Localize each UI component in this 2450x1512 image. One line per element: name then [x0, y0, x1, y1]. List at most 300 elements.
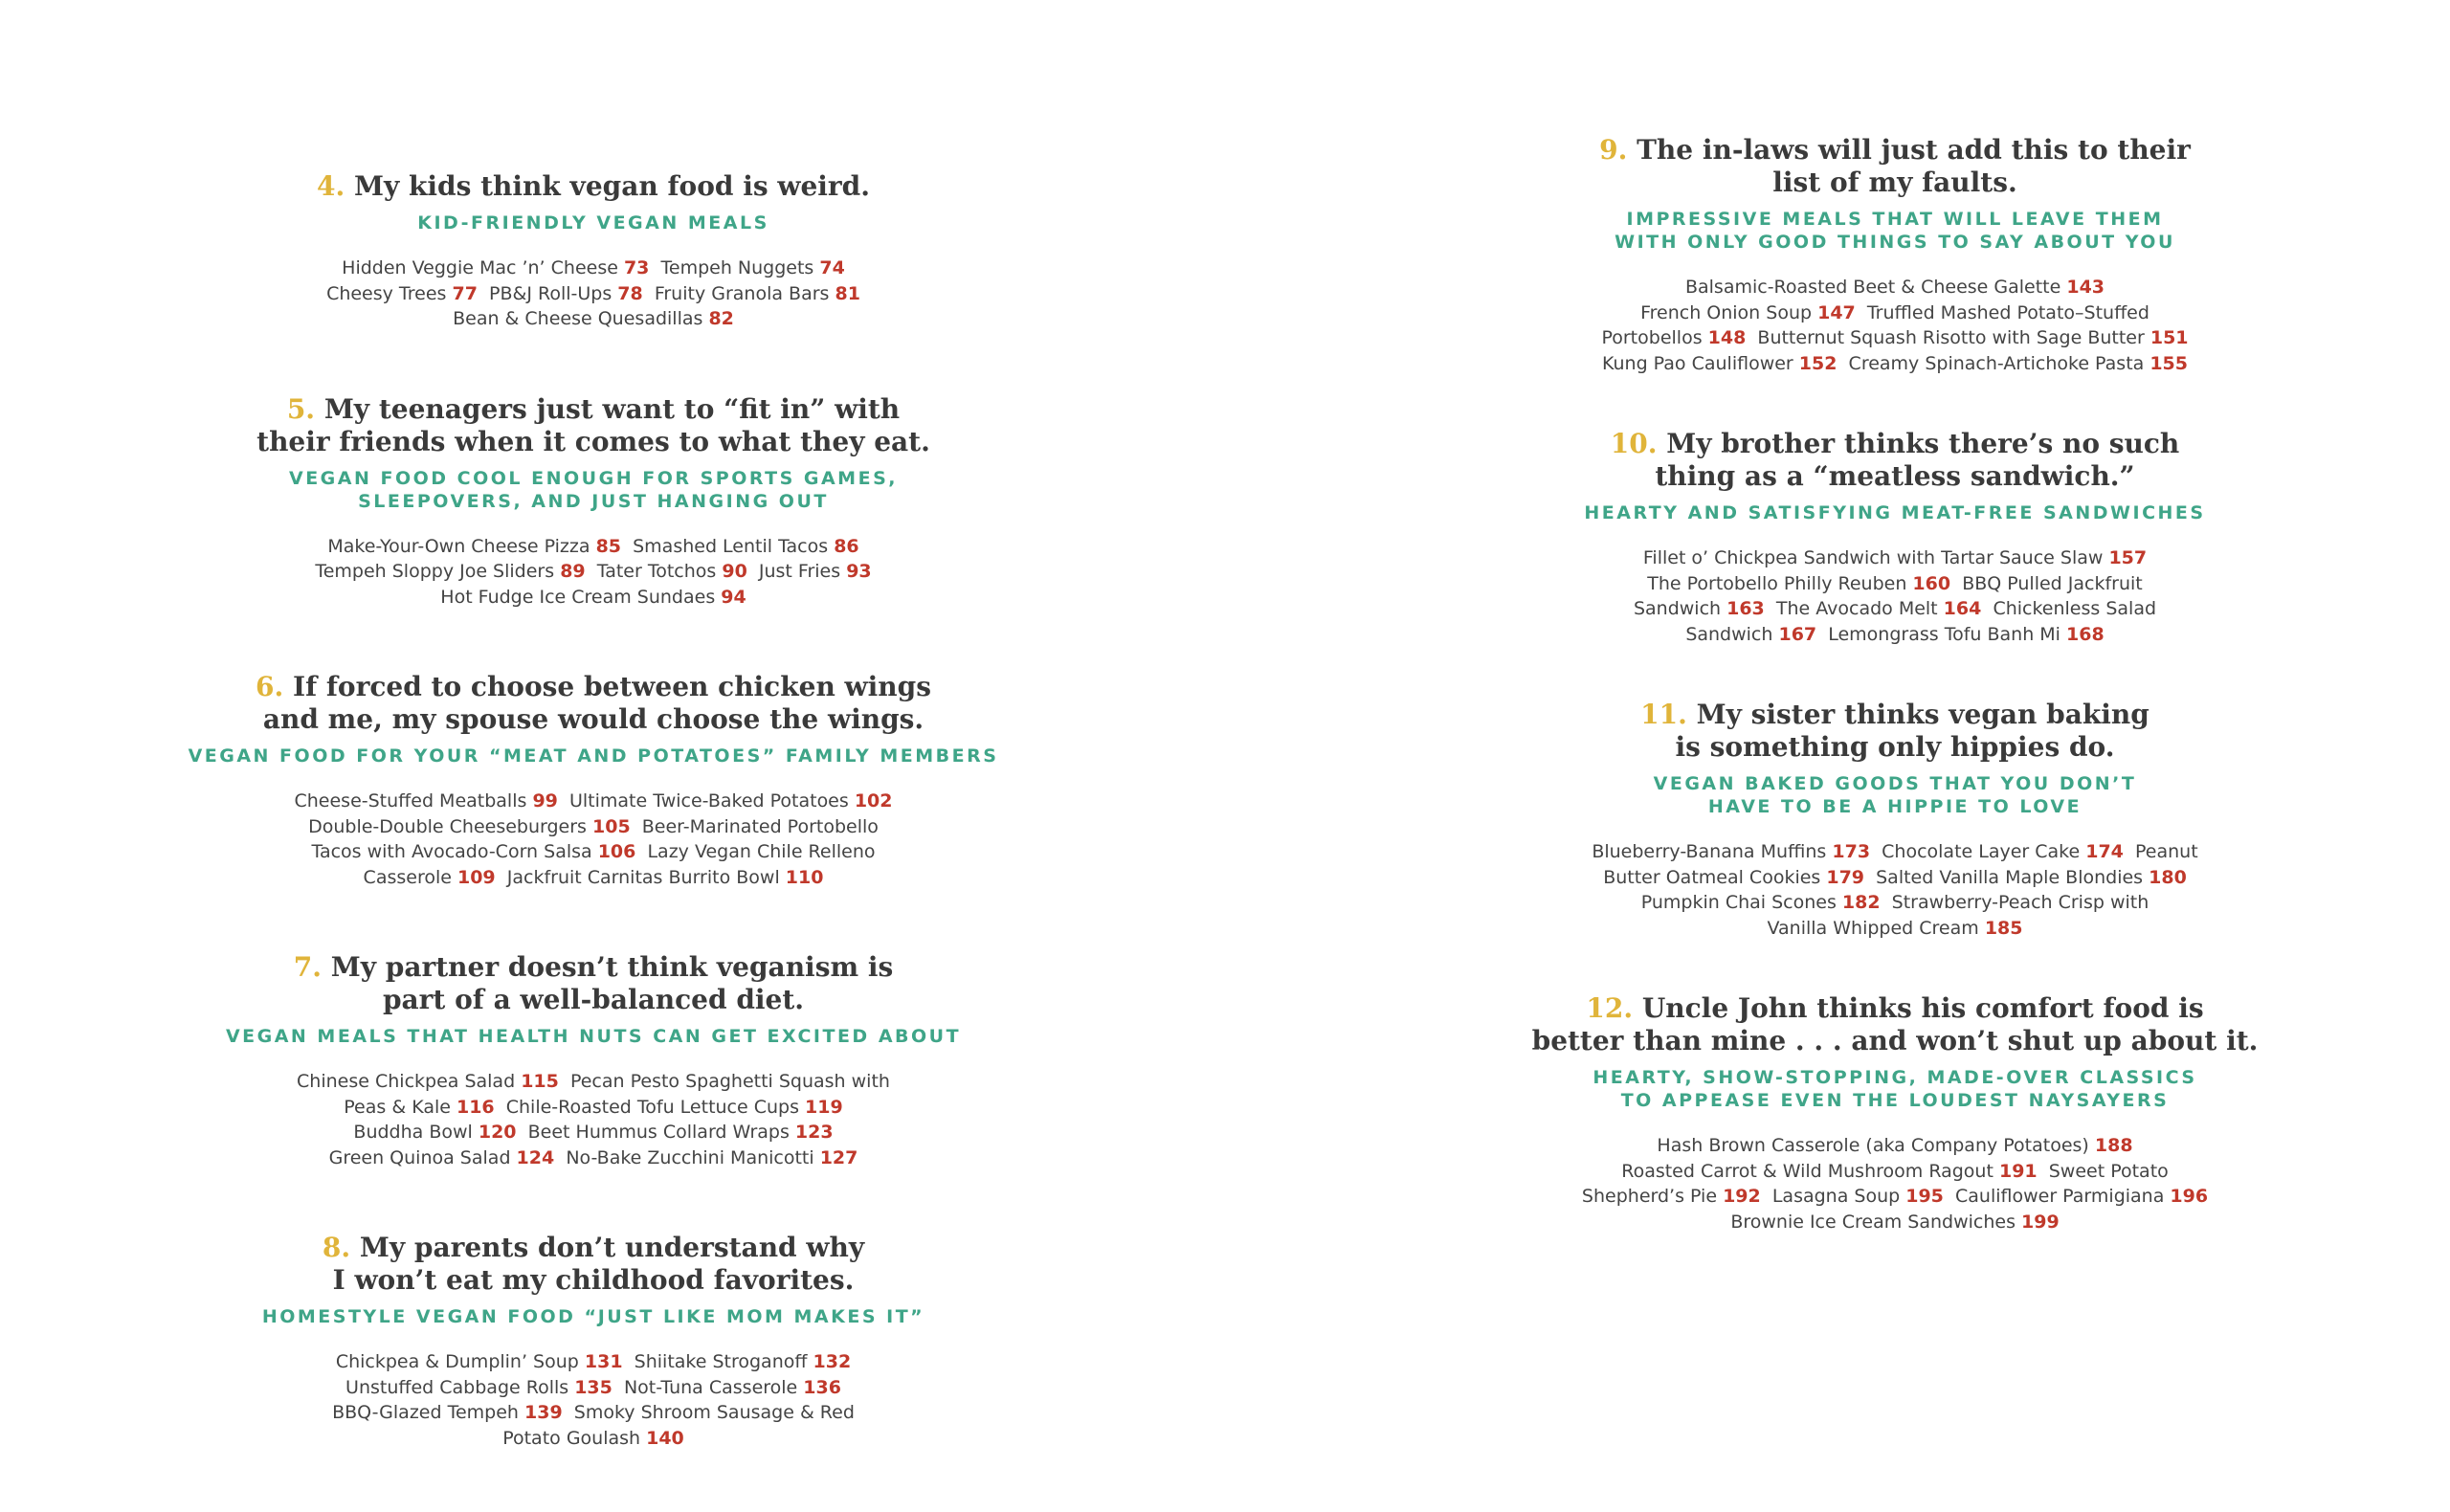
- recipe-page-number: 115: [521, 1071, 559, 1092]
- recipe-page-number: 105: [592, 815, 631, 837]
- recipe-line: [1416, 916, 2373, 942]
- recipe-page-number: 143: [2066, 277, 2105, 298]
- chapter-title-line: [1416, 134, 2373, 167]
- recipe-list: [153, 534, 1034, 611]
- chapter-subtitle-line: IMPRESSIVE MEALS THAT WILL LEAVE THEM: [1626, 209, 2164, 230]
- recipe-entry: [345, 1377, 612, 1398]
- recipe-line: [1416, 839, 2373, 865]
- chapter-title-text: their friends when it comes to what they eat.: [256, 425, 930, 457]
- chapter-title-text: and me, my spouse would choose the wings.: [262, 703, 924, 735]
- chapter-section: [153, 393, 1034, 611]
- chapter-section: [1416, 992, 2373, 1234]
- recipe-entry: [1602, 353, 1837, 374]
- recipe-name: Beet Hummus Collard Wraps: [527, 1122, 795, 1143]
- recipe-entry: [1776, 598, 1981, 619]
- recipe-name: Butternut Squash Risotto with Sage Butter: [1757, 327, 2150, 348]
- recipe-page-number: 163: [1726, 598, 1765, 619]
- recipe-name: Brownie Ice Cream Sandwiches: [1730, 1211, 2022, 1233]
- recipe-page-number: 120: [478, 1122, 517, 1143]
- recipe-entry: [1955, 1186, 2208, 1207]
- recipe-page-number: 179: [1826, 866, 1865, 888]
- recipe-page-number: 185: [1984, 917, 2023, 939]
- chapter-title: [1416, 699, 2373, 764]
- chapter-title: [153, 1232, 1034, 1297]
- recipe-line: [1416, 275, 2373, 300]
- recipe-page-number: 86: [834, 535, 859, 557]
- recipe-page-number: 139: [524, 1402, 563, 1423]
- recipe-entry: [1634, 598, 1765, 619]
- recipe-entry: [311, 841, 635, 862]
- recipe-list: [153, 1069, 1034, 1170]
- recipe-entry: [1993, 598, 2156, 619]
- recipe-name: Double-Double Cheeseburgers: [308, 815, 592, 837]
- chapter-section: [153, 951, 1034, 1170]
- chapter-title-line: [153, 703, 1034, 736]
- recipe-page-number: 102: [854, 790, 893, 812]
- recipe-line: [153, 256, 1034, 281]
- chapter-title-text: is something only hippies do.: [1675, 731, 2115, 763]
- recipe-page-number: 124: [516, 1146, 555, 1168]
- recipe-list: [1416, 275, 2373, 376]
- recipe-line: [153, 1349, 1034, 1375]
- recipe-entry: [1768, 918, 2023, 939]
- recipe-entry: [1876, 867, 2187, 888]
- recipe-name: Bean & Cheese Quesadillas: [453, 308, 709, 329]
- recipe-name: Vanilla Whipped Cream: [1767, 917, 1985, 939]
- recipe-name: Tempeh Sloppy Joe Sliders: [315, 561, 561, 582]
- recipe-page-number: 93: [846, 561, 872, 582]
- chapter-title-line: [153, 426, 1034, 458]
- recipe-name: Sandwich: [1633, 598, 1727, 619]
- recipe-entry: [2135, 841, 2198, 862]
- chapter-title-text: My parents don’t understand why: [359, 1232, 865, 1263]
- recipe-page-number: 132: [813, 1351, 852, 1372]
- recipe-entry: [502, 1428, 684, 1449]
- recipe-name: Fillet o’ Chickpea Sandwich with Tartar Sauce Slaw: [1642, 547, 2109, 568]
- chapter-title-text: better than mine . . . and won’t shut up about it.: [1531, 1025, 2259, 1056]
- chapter-title: [1416, 134, 2373, 199]
- recipe-entry: [1603, 867, 1864, 888]
- recipe-line: [153, 306, 1034, 332]
- recipe-name: BBQ Pulled Jackfruit: [1962, 572, 2143, 594]
- chapter-section: [1416, 428, 2373, 647]
- recipe-entry: [326, 283, 478, 304]
- recipe-name: Butter Oatmeal Cookies: [1603, 866, 1827, 888]
- recipe-entry: [635, 1351, 852, 1372]
- recipe-line: [1416, 300, 2373, 326]
- recipe-name: Make-Your-Own Cheese Pizza: [327, 535, 596, 557]
- recipe-entry: [1867, 302, 2149, 323]
- recipe-name: Pecan Pesto Spaghetti Squash with: [569, 1071, 890, 1092]
- chapter-subtitle-line: HEARTY, SHOW-STOPPING, MADE-OVER CLASSICS: [1592, 1067, 2197, 1088]
- recipe-page-number: 199: [2021, 1211, 2060, 1233]
- chapter-subtitle-line: VEGAN FOOD COOL ENOUGH FOR SPORTS GAMES,: [289, 467, 898, 489]
- recipe-page-number: 74: [819, 257, 845, 278]
- recipe-line: [1416, 1133, 2373, 1159]
- recipe-name: Hash Brown Casserole (aka Company Potatoes): [1657, 1135, 2095, 1156]
- recipe-entry: [1640, 302, 1856, 323]
- recipe-name: Unstuffed Cabbage Rolls: [345, 1376, 575, 1398]
- recipe-entry: [1657, 1135, 2132, 1156]
- recipe-entry: [453, 308, 734, 329]
- recipe-entry: [315, 561, 585, 582]
- recipe-entry: [329, 1147, 555, 1168]
- recipe-name: Tempeh Nuggets: [660, 257, 820, 278]
- chapter-subtitle: [1416, 1066, 2373, 1112]
- recipe-name: Kung Pao Cauliflower: [1601, 352, 1799, 374]
- recipe-page-number: 192: [1723, 1186, 1761, 1207]
- recipe-list: [153, 256, 1034, 332]
- chapter-section: [1416, 699, 2373, 941]
- chapter-title-text: My brother thinks there’s no such: [1666, 428, 2180, 459]
- chapter-subtitle: [153, 745, 1034, 767]
- recipe-name: Peas & Kale: [344, 1096, 457, 1118]
- recipe-name: Not-Tuna Casserole: [623, 1376, 804, 1398]
- recipe-page-number: 147: [1817, 301, 1856, 323]
- recipe-name: Salted Vanilla Maple Blondies: [1876, 866, 2149, 888]
- chapter-number: 10.: [1610, 428, 1658, 459]
- recipe-name: Peanut: [2135, 841, 2198, 862]
- recipe-entry: [569, 790, 893, 812]
- chapter-title-text: I won’t eat my childhood favorites.: [332, 1264, 855, 1296]
- recipe-entry: [1730, 1212, 2059, 1233]
- recipe-list: [153, 789, 1034, 890]
- chapter-title-line: [153, 951, 1034, 984]
- chapter-subtitle-line: KID-FRIENDLY VEGAN MEALS: [417, 212, 769, 233]
- chapter-title-line: [153, 984, 1034, 1016]
- recipe-page-number: 90: [722, 561, 747, 582]
- recipe-entry: [489, 283, 643, 304]
- recipe-entry: [570, 1071, 890, 1092]
- recipe-page-number: 188: [2094, 1135, 2133, 1156]
- recipe-page-number: 151: [2149, 327, 2189, 348]
- recipe-name: Casserole: [363, 866, 457, 888]
- recipe-page-number: 116: [456, 1096, 495, 1118]
- chapter-number: 11.: [1640, 699, 1687, 730]
- recipe-name: Cheesy Trees: [326, 282, 453, 304]
- recipe-name: Shepherd’s Pie: [1581, 1186, 1724, 1207]
- chapter-title-line: [153, 1232, 1034, 1264]
- recipe-name: Green Quinoa Salad: [328, 1146, 517, 1168]
- recipe-line: [1416, 1159, 2373, 1185]
- chapter-title-line: [1416, 992, 2373, 1025]
- recipe-name: Truffled Mashed Potato–Stuffed: [1866, 301, 2149, 323]
- chapter-number: 7.: [293, 951, 322, 983]
- recipe-line: [153, 534, 1034, 560]
- recipe-page-number: 81: [835, 282, 860, 304]
- chapter-section: [1416, 134, 2373, 376]
- recipe-entry: [506, 1097, 843, 1118]
- recipe-list: [1416, 1133, 2373, 1234]
- recipe-entry: [759, 561, 872, 582]
- recipe-entry: [566, 1147, 858, 1168]
- recipe-page-number: 131: [584, 1351, 623, 1372]
- chapter-title-text: My kids think vegan food is weird.: [353, 170, 870, 202]
- recipe-entry: [308, 816, 631, 837]
- recipe-name: French Onion Soup: [1640, 301, 1818, 323]
- recipe-line: [1416, 571, 2373, 597]
- recipe-entry: [1601, 327, 1746, 348]
- recipe-page-number: 85: [595, 535, 622, 557]
- chapter-title-text: list of my faults.: [1772, 167, 2017, 198]
- recipe-entry: [1892, 892, 2149, 913]
- recipe-name: Portobellos: [1601, 327, 1708, 348]
- recipe-name: Buddha Bowl: [353, 1122, 479, 1143]
- recipe-line: [153, 1120, 1034, 1145]
- recipe-entry: [1828, 624, 2104, 645]
- recipe-entry: [344, 1097, 494, 1118]
- chapter-subtitle-line: HAVE TO BE A HIPPIE TO LOVE: [1707, 796, 2082, 817]
- chapter-title-text: If forced to choose between chicken wings: [292, 671, 931, 702]
- recipe-line: [1416, 890, 2373, 916]
- recipe-line: [1416, 351, 2373, 377]
- recipe-name: PB&J Roll-Ups: [489, 282, 618, 304]
- recipe-line: [153, 559, 1034, 585]
- recipe-line: [1416, 325, 2373, 351]
- recipe-entry: [440, 587, 746, 608]
- chapter-title: [1416, 428, 2373, 493]
- recipe-entry: [1685, 277, 2105, 298]
- chapter-subtitle: [153, 467, 1034, 513]
- recipe-entry: [1582, 1186, 1761, 1207]
- recipe-name: Ultimate Twice-Baked Potatoes: [568, 790, 855, 812]
- recipe-entry: [294, 790, 557, 812]
- recipe-entry: [624, 1377, 841, 1398]
- recipe-line: [153, 281, 1034, 307]
- recipe-entry: [655, 283, 860, 304]
- recipe-name: BBQ-Glazed Tempeh: [332, 1402, 524, 1423]
- recipe-name: Creamy Spinach-Artichoke Pasta: [1848, 352, 2150, 374]
- recipe-entry: [574, 1402, 855, 1423]
- recipe-line: [1416, 596, 2373, 622]
- recipe-name: Pumpkin Chai Scones: [1640, 892, 1842, 913]
- recipe-page-number: 127: [819, 1146, 858, 1168]
- recipe-name: Potato Goulash: [502, 1427, 647, 1449]
- recipe-page-number: 77: [452, 282, 478, 304]
- chapter-title: [1416, 992, 2373, 1057]
- recipe-list: [1416, 545, 2373, 647]
- chapter-subtitle-line: HOMESTYLE VEGAN FOOD “JUST LIKE MOM MAKES IT”: [261, 1306, 925, 1327]
- recipe-page-number: 152: [1798, 352, 1838, 374]
- chapter-title-text: My sister thinks vegan baking: [1696, 699, 2149, 730]
- recipe-name: No-Bake Zucchini Manicotti: [566, 1146, 820, 1168]
- recipe-line: [1416, 1210, 2373, 1235]
- chapter-title-line: [1416, 428, 2373, 460]
- chapter-number: 5.: [286, 392, 316, 425]
- chapter-title-line: [153, 170, 1034, 203]
- recipe-page-number: 119: [805, 1096, 843, 1118]
- recipe-page-number: 168: [2066, 623, 2105, 645]
- chapter-number: 6.: [256, 671, 284, 702]
- chapter-title-line: [1416, 167, 2373, 199]
- recipe-page-number: 89: [560, 561, 586, 582]
- recipe-name: Smoky Shroom Sausage & Red: [573, 1402, 855, 1423]
- recipe-entry: [1685, 624, 1816, 645]
- recipe-page-number: 167: [1778, 623, 1817, 645]
- chapter-title-line: [1416, 699, 2373, 731]
- chapter-title-line: [1416, 1025, 2373, 1057]
- recipe-entry: [342, 257, 649, 278]
- recipe-name: Hot Fudge Ice Cream Sundaes: [440, 586, 722, 608]
- recipe-page-number: 196: [2170, 1186, 2209, 1207]
- recipe-entry: [327, 536, 621, 557]
- recipe-page-number: 123: [794, 1122, 834, 1143]
- chapter-subtitle: [1416, 208, 2373, 254]
- recipe-name: Sweet Potato: [2048, 1160, 2169, 1182]
- recipe-page-number: 110: [785, 866, 824, 888]
- recipe-name: Tater Totchos: [596, 561, 723, 582]
- recipe-line: [1416, 865, 2373, 891]
- recipe-page-number: 182: [1841, 892, 1881, 913]
- chapter-title-text: Uncle John thinks his comfort food is: [1641, 992, 2204, 1024]
- recipe-name: Fruity Granola Bars: [654, 282, 835, 304]
- chapter-title-line: [153, 393, 1034, 426]
- recipe-line: [1416, 622, 2373, 648]
- chapter-section: [153, 170, 1034, 332]
- chapter-subtitle-line: TO APPEASE EVEN THE LOUDEST NAYSAYERS: [1620, 1090, 2170, 1111]
- recipe-entry: [1882, 841, 2124, 862]
- chapter-title-line: [1416, 460, 2373, 493]
- recipe-name: Chickpea & Dumplin’ Soup: [335, 1351, 585, 1372]
- recipe-name: Tacos with Avocado-Corn Salsa: [311, 841, 598, 862]
- recipe-entry: [1772, 1186, 1944, 1207]
- recipe-line: [153, 865, 1034, 891]
- chapter-title-text: My teenagers just want to “fit in” with: [323, 392, 901, 425]
- chapter-subtitle: [153, 1025, 1034, 1048]
- recipe-line: [153, 1426, 1034, 1452]
- recipe-page-number: 157: [2108, 547, 2148, 568]
- recipe-page-number: 174: [2085, 841, 2124, 862]
- recipe-line: [153, 814, 1034, 840]
- recipe-entry: [1757, 327, 2188, 348]
- recipe-entry: [507, 867, 824, 888]
- recipe-entry: [1962, 573, 2143, 594]
- recipe-page-number: 180: [2149, 866, 2187, 888]
- chapter-title: [153, 951, 1034, 1016]
- recipe-page-number: 164: [1943, 598, 1982, 619]
- recipe-name: Cheese-Stuffed Meatballs: [294, 790, 533, 812]
- recipe-name: Strawberry-Peach Crisp with: [1891, 892, 2149, 913]
- recipe-name: Lazy Vegan Chile Relleno: [647, 841, 876, 862]
- chapter-number: 4.: [317, 170, 345, 202]
- recipe-name: Shiitake Stroganoff: [634, 1351, 813, 1372]
- recipe-line: [153, 789, 1034, 814]
- chapter-subtitle-line: WITH ONLY GOOD THINGS TO SAY ABOUT YOU: [1615, 232, 2175, 253]
- recipe-entry: [1647, 573, 1950, 594]
- chapter-number: 9.: [1599, 134, 1628, 166]
- recipe-page-number: 106: [597, 841, 636, 862]
- recipe-line: [153, 1375, 1034, 1401]
- chapter-title-text: The in-laws will just add this to their: [1637, 134, 2191, 166]
- recipe-page-number: 160: [1912, 572, 1951, 594]
- chapter-title: [153, 170, 1034, 203]
- chapter-subtitle-line: HEARTY AND SATISFYING MEAT-FREE SANDWICHES: [1584, 502, 2206, 523]
- recipe-name: Balsamic-Roasted Beet & Cheese Galette: [1684, 277, 2067, 298]
- recipe-line: [1416, 545, 2373, 571]
- chapter-subtitle-line: VEGAN BAKED GOODS THAT YOU DON’T: [1653, 773, 2137, 794]
- chapter-section: [153, 671, 1034, 890]
- recipe-page-number: 109: [457, 866, 496, 888]
- recipe-name: Lasagna Soup: [1771, 1186, 1906, 1207]
- recipe-line: [1416, 1184, 2373, 1210]
- recipe-page-number: 140: [646, 1427, 684, 1449]
- recipe-page-number: 73: [623, 257, 650, 278]
- recipe-entry: [1849, 353, 2188, 374]
- chapter-title-line: [153, 671, 1034, 703]
- recipe-page-number: 191: [1998, 1160, 2038, 1182]
- chapter-subtitle: [153, 1305, 1034, 1328]
- recipe-entry: [1641, 892, 1881, 913]
- recipe-name: Sandwich: [1685, 623, 1779, 645]
- recipe-entry: [1592, 841, 1870, 862]
- recipe-name: The Portobello Philly Reuben: [1647, 572, 1913, 594]
- recipe-entry: [332, 1402, 563, 1423]
- recipe-entry: [297, 1071, 559, 1092]
- chapter-title: [153, 393, 1034, 458]
- recipe-name: Chinese Chickpea Salad: [297, 1071, 522, 1092]
- recipe-name: Chickenless Salad: [1993, 598, 2157, 619]
- recipe-page-number: 148: [1707, 327, 1747, 348]
- recipe-name: Cauliflower Parmigiana: [1955, 1186, 2171, 1207]
- recipe-entry: [642, 816, 879, 837]
- recipe-entry: [364, 867, 496, 888]
- recipe-entry: [1621, 1161, 2037, 1182]
- recipe-page-number: 173: [1832, 841, 1871, 862]
- chapter-subtitle-line: SLEEPOVERS, AND JUST HANGING OUT: [358, 490, 829, 512]
- chapter-subtitle-line: VEGAN FOOD FOR YOUR “MEAT AND POTATOES” FAMILY MEMBERS: [188, 745, 999, 767]
- recipe-name: Just Fries: [758, 561, 847, 582]
- recipe-page-number: 195: [1905, 1186, 1944, 1207]
- recipe-name: The Avocado Melt: [1775, 598, 1944, 619]
- recipe-entry: [353, 1122, 516, 1143]
- recipe-page-number: 155: [2149, 352, 2188, 374]
- recipe-page-number: 99: [532, 790, 558, 812]
- chapter-number: 12.: [1586, 992, 1634, 1024]
- recipe-list: [1416, 839, 2373, 941]
- recipe-line: [153, 585, 1034, 611]
- recipe-entry: [1643, 547, 2147, 568]
- chapter-subtitle: [153, 211, 1034, 234]
- recipe-entry: [633, 536, 859, 557]
- chapter-number: 8.: [322, 1232, 351, 1263]
- recipe-line: [153, 1145, 1034, 1171]
- recipe-list: [153, 1349, 1034, 1451]
- recipe-page-number: 94: [721, 586, 746, 608]
- recipe-name: Hidden Veggie Mac ’n’ Cheese: [342, 257, 624, 278]
- recipe-entry: [336, 1351, 623, 1372]
- recipe-line: [153, 839, 1034, 865]
- recipe-name: Lemongrass Tofu Banh Mi: [1828, 623, 2066, 645]
- recipe-name: Smashed Lentil Tacos: [633, 535, 835, 557]
- recipe-name: Roasted Carrot & Wild Mushroom Ragout: [1621, 1160, 1999, 1182]
- recipe-name: Beer-Marinated Portobello: [641, 815, 879, 837]
- chapter-title-text: My partner doesn’t think veganism is: [330, 951, 894, 983]
- chapter-title: [153, 671, 1034, 736]
- recipe-name: Chocolate Layer Cake: [1882, 841, 2086, 862]
- recipe-entry: [2049, 1161, 2169, 1182]
- recipe-entry: [647, 841, 875, 862]
- toc-right-column: [1416, 134, 2373, 1286]
- chapter-title-line: [1416, 731, 2373, 764]
- recipe-page-number: 78: [617, 282, 643, 304]
- recipe-entry: [597, 561, 747, 582]
- recipe-page-number: 135: [574, 1376, 612, 1398]
- chapter-title-text: thing as a “meatless sandwich.”: [1655, 460, 2135, 492]
- recipe-name: Jackfruit Carnitas Burrito Bowl: [506, 866, 786, 888]
- recipe-page-number: 136: [803, 1376, 841, 1398]
- recipe-line: [153, 1095, 1034, 1121]
- chapter-title-text: part of a well-balanced diet.: [382, 984, 805, 1015]
